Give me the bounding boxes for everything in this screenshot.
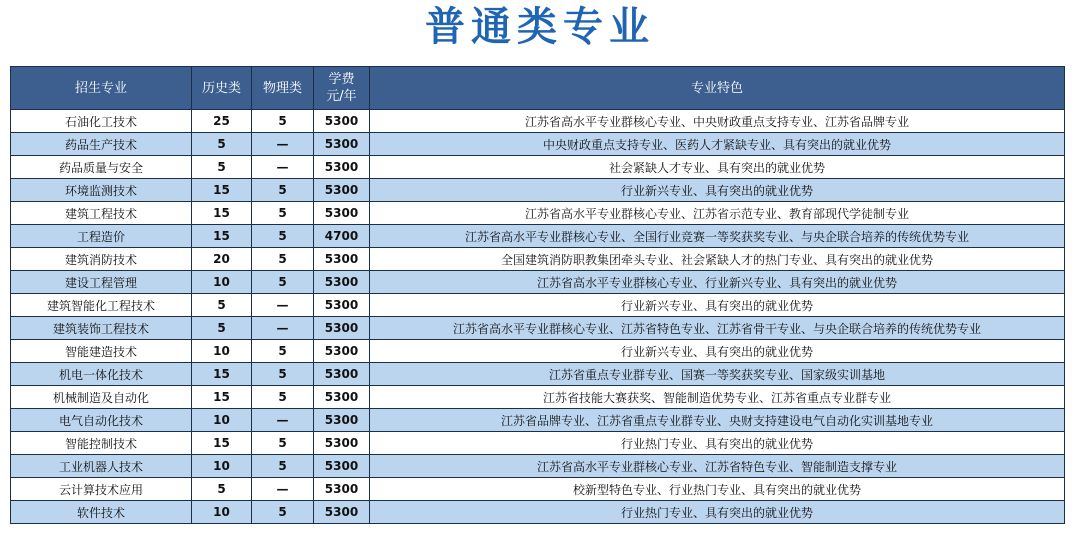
cell-fee: 5300	[314, 409, 370, 432]
cell-physics: 5	[252, 432, 314, 455]
cell-major: 环境监测技术	[11, 179, 192, 202]
cell-major: 云计算技术应用	[11, 478, 192, 501]
table-row	[11, 317, 1065, 340]
cell-physics: 5	[252, 202, 314, 225]
table-header-row	[11, 67, 1065, 110]
cell-feature: 行业新兴专业、具有突出的就业优势	[370, 340, 1065, 363]
table-row	[11, 501, 1065, 524]
cell-feature: 全国建筑消防职教集团牵头专业、社会紧缺人才的热门专业、具有突出的就业优势	[370, 248, 1065, 271]
cell-physics: 5	[252, 248, 314, 271]
cell-history: 10	[192, 501, 252, 524]
cell-physics: 5	[252, 271, 314, 294]
cell-history: 15	[192, 432, 252, 455]
header-feature: 专业特色	[370, 67, 1065, 110]
table-row	[11, 110, 1065, 133]
cell-physics: 5	[252, 501, 314, 524]
cell-fee: 4700	[314, 225, 370, 248]
cell-feature: 江苏省高水平专业群核心专业、江苏省特色专业、江苏省骨干专业、与央企联合培养的传统优势专业	[370, 317, 1065, 340]
cell-fee: 5300	[314, 294, 370, 317]
cell-physics: 5	[252, 179, 314, 202]
cell-fee: 5300	[314, 432, 370, 455]
cell-feature: 江苏省品牌专业、江苏省重点专业群专业、央财支持建设电气自动化实训基地专业	[370, 409, 1065, 432]
cell-fee: 5300	[314, 271, 370, 294]
table-row	[11, 478, 1065, 501]
cell-history: 10	[192, 455, 252, 478]
cell-feature: 行业新兴专业、具有突出的就业优势	[370, 294, 1065, 317]
cell-major: 机械制造及自动化	[11, 386, 192, 409]
cell-physics: —	[252, 133, 314, 156]
header-fee-bottom: 元/年	[326, 89, 357, 104]
cell-major: 智能控制技术	[11, 432, 192, 455]
cell-fee: 5300	[314, 478, 370, 501]
header-fee	[314, 67, 370, 110]
cell-history: 15	[192, 363, 252, 386]
cell-fee: 5300	[314, 202, 370, 225]
cell-history: 20	[192, 248, 252, 271]
cell-major: 药品生产技术	[11, 133, 192, 156]
cell-physics: 5	[252, 363, 314, 386]
cell-fee: 5300	[314, 340, 370, 363]
cell-physics: —	[252, 409, 314, 432]
cell-feature: 江苏省重点专业群专业、国赛一等奖获奖专业、国家级实训基地	[370, 363, 1065, 386]
cell-history: 5	[192, 156, 252, 179]
cell-history: 5	[192, 133, 252, 156]
cell-history: 5	[192, 294, 252, 317]
table-row	[11, 386, 1065, 409]
cell-major: 软件技术	[11, 501, 192, 524]
cell-feature: 中央财政重点支持专业、医药人才紧缺专业、具有突出的就业优势	[370, 133, 1065, 156]
cell-history: 25	[192, 110, 252, 133]
table-row	[11, 248, 1065, 271]
cell-fee: 5300	[314, 179, 370, 202]
cell-fee: 5300	[314, 363, 370, 386]
header-history: 历史类	[192, 67, 252, 110]
cell-feature: 江苏省技能大赛获奖、智能制造优势专业、江苏省重点专业群专业	[370, 386, 1065, 409]
cell-major: 建筑工程技术	[11, 202, 192, 225]
cell-major: 智能建造技术	[11, 340, 192, 363]
cell-major: 建筑智能化工程技术	[11, 294, 192, 317]
table-row	[11, 202, 1065, 225]
cell-major: 建筑装饰工程技术	[11, 317, 192, 340]
page-title: 普通类专业	[425, 4, 655, 50]
cell-feature: 行业热门专业、具有突出的就业优势	[370, 432, 1065, 455]
table-row	[11, 156, 1065, 179]
cell-physics: 5	[252, 110, 314, 133]
cell-major: 建筑消防技术	[11, 248, 192, 271]
cell-physics: —	[252, 294, 314, 317]
cell-fee: 5300	[314, 248, 370, 271]
cell-history: 15	[192, 225, 252, 248]
cell-physics: —	[252, 156, 314, 179]
table-row	[11, 271, 1065, 294]
cell-physics: 5	[252, 386, 314, 409]
cell-fee: 5300	[314, 386, 370, 409]
cell-fee: 5300	[314, 133, 370, 156]
cell-history: 10	[192, 409, 252, 432]
header-major: 招生专业	[11, 67, 192, 110]
table-row	[11, 294, 1065, 317]
cell-feature: 社会紧缺人才专业、具有突出的就业优势	[370, 156, 1065, 179]
cell-feature: 江苏省高水平专业群核心专业、全国行业竞赛一等奖获奖专业、与央企联合培养的传统优势专业	[370, 225, 1065, 248]
cell-history: 5	[192, 478, 252, 501]
cell-fee: 5300	[314, 501, 370, 524]
cell-fee: 5300	[314, 455, 370, 478]
table-row	[11, 133, 1065, 156]
majors-table	[10, 66, 1065, 524]
table-row	[11, 340, 1065, 363]
cell-feature: 江苏省高水平专业群核心专业、行业新兴专业、具有突出的就业优势	[370, 271, 1065, 294]
cell-feature: 江苏省高水平专业群核心专业、江苏省示范专业、教育部现代学徒制专业	[370, 202, 1065, 225]
cell-feature: 行业新兴专业、具有突出的就业优势	[370, 179, 1065, 202]
cell-history: 10	[192, 271, 252, 294]
cell-history: 15	[192, 386, 252, 409]
header-fee-top: 学费	[328, 72, 355, 87]
cell-fee: 5300	[314, 317, 370, 340]
table-row	[11, 432, 1065, 455]
cell-physics: 5	[252, 225, 314, 248]
cell-history: 10	[192, 340, 252, 363]
cell-feature: 行业热门专业、具有突出的就业优势	[370, 501, 1065, 524]
cell-history: 5	[192, 317, 252, 340]
cell-major: 工程造价	[11, 225, 192, 248]
cell-feature: 校新型特色专业、行业热门专业、具有突出的就业优势	[370, 478, 1065, 501]
cell-feature: 江苏省高水平专业群核心专业、江苏省特色专业、智能制造支撑专业	[370, 455, 1065, 478]
cell-physics: 5	[252, 455, 314, 478]
header-physics: 物理类	[252, 67, 314, 110]
cell-major: 药品质量与安全	[11, 156, 192, 179]
cell-fee: 5300	[314, 156, 370, 179]
cell-major: 工业机器人技术	[11, 455, 192, 478]
cell-physics: —	[252, 478, 314, 501]
cell-history: 15	[192, 202, 252, 225]
cell-history: 15	[192, 179, 252, 202]
cell-feature: 江苏省高水平专业群核心专业、中央财政重点支持专业、江苏省品牌专业	[370, 110, 1065, 133]
table-row	[11, 455, 1065, 478]
cell-major: 建设工程管理	[11, 271, 192, 294]
cell-major: 石油化工技术	[11, 110, 192, 133]
cell-major: 电气自动化技术	[11, 409, 192, 432]
cell-physics: 5	[252, 340, 314, 363]
table-row	[11, 179, 1065, 202]
cell-physics: —	[252, 317, 314, 340]
table-row	[11, 363, 1065, 386]
table-row	[11, 409, 1065, 432]
cell-major: 机电一体化技术	[11, 363, 192, 386]
cell-fee: 5300	[314, 110, 370, 133]
table-row	[11, 225, 1065, 248]
